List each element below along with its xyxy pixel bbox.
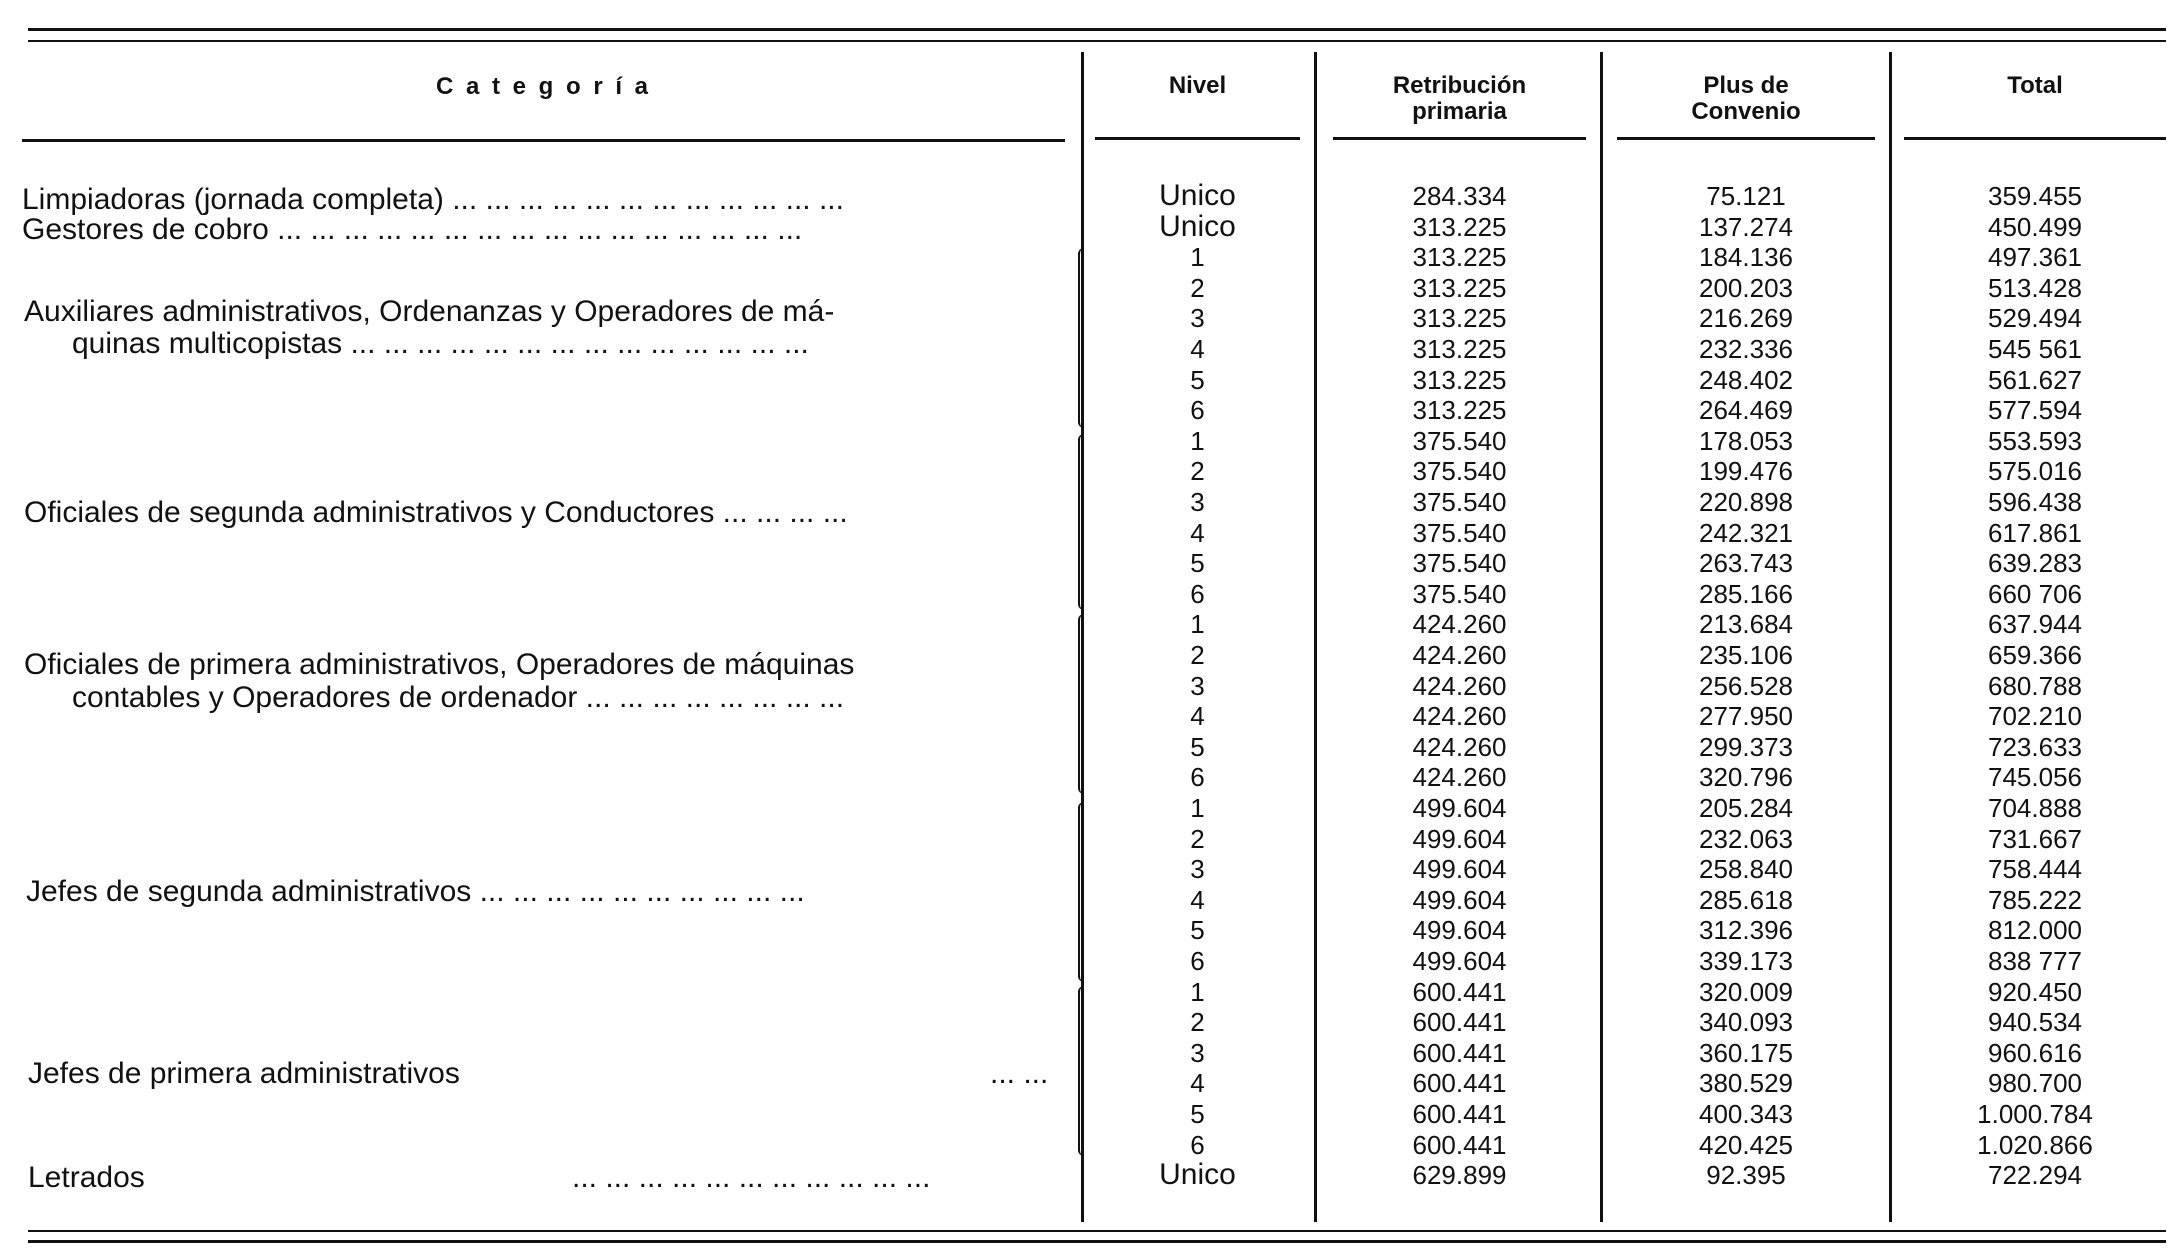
- header-total: Total: [2007, 72, 2063, 99]
- category-gestores: Gestores de cobro ... ... ... ... ... ... ... ... ... ... ... ... ... ... ... ...: [22, 214, 803, 246]
- cell-total: 1.020.866: [1977, 1129, 2093, 1160]
- cell-plus: 277.950: [1699, 701, 1793, 732]
- category-letrados-dots: ... ... ... ... ... ... ... ... ... ... ...: [572, 1162, 931, 1194]
- cell-plus: 400.343: [1699, 1099, 1793, 1129]
- cell-total: 639.283: [1988, 548, 2082, 579]
- cell-retribucion: 424.260: [1412, 762, 1507, 793]
- cell-plus: 213.684: [1699, 609, 1793, 640]
- cell-total: 577.594: [1988, 395, 2082, 426]
- cell-plus: 200.203: [1699, 272, 1793, 303]
- cell-nivel: 3: [1190, 670, 1205, 701]
- cell-nivel: 4: [1190, 701, 1205, 732]
- cell-plus: 285.166: [1699, 578, 1793, 609]
- cell-plus: 360.175: [1699, 1037, 1793, 1068]
- bottom-rule-inner: [28, 1240, 2166, 1243]
- cell-retribucion: 600.441: [1412, 1129, 1507, 1160]
- bottom-rule: [28, 1230, 2166, 1232]
- cell-nivel: 1: [1190, 425, 1205, 456]
- cell-plus: 320.796: [1699, 762, 1793, 793]
- cell-total: 960.616: [1988, 1037, 2082, 1068]
- cell-nivel: 5: [1190, 1099, 1205, 1129]
- cell-total: 450.499: [1988, 211, 2082, 242]
- cell-total: 545 561: [1988, 334, 2082, 364]
- cell-plus: 340.093: [1699, 1007, 1793, 1038]
- top-rule-inner: [28, 40, 2166, 42]
- cell-plus: 199.476: [1699, 456, 1793, 487]
- cell-nivel: 1: [1190, 793, 1205, 823]
- cell-plus: 258.840: [1699, 854, 1793, 885]
- cell-retribucion: 375.540: [1412, 487, 1507, 517]
- category-letrados: Letrados: [28, 1161, 145, 1194]
- cell-plus: 380.529: [1699, 1068, 1793, 1099]
- cell-nivel: 2: [1190, 456, 1205, 487]
- cell-nivel: 5: [1190, 548, 1205, 579]
- cell-retribucion: 499.604: [1412, 884, 1507, 915]
- cell-total: 497.361: [1988, 242, 2082, 273]
- category-jefes-segunda: Jefes de segunda administrativos ... ... ... ... ... ... ... ... ... ...: [26, 876, 805, 908]
- cell-total: 359.455: [1988, 181, 2082, 211]
- cell-total: 940.534: [1988, 1007, 2082, 1038]
- cell-total: 575.016: [1988, 456, 2082, 487]
- cell-plus: 75.121: [1706, 181, 1786, 211]
- cell-total: 920.450: [1988, 976, 2082, 1007]
- cell-plus: 235.106: [1699, 640, 1793, 670]
- cell-nivel: 1: [1190, 976, 1205, 1007]
- cell-total: 660 706: [1988, 578, 2082, 609]
- cell-total: 980.700: [1988, 1068, 2082, 1099]
- category-oficiales-primera-line2: contables y Operadores de ordenador ... ... ... ... ... ... ... ...: [72, 682, 845, 714]
- cell-plus: 242.321: [1699, 517, 1793, 548]
- cell-total: 812.000: [1988, 915, 2082, 946]
- cell-total: 1.000.784: [1977, 1099, 2093, 1129]
- cell-total: 617.861: [1988, 517, 2082, 548]
- cell-total: 637.944: [1988, 609, 2082, 640]
- cell-plus: 263.743: [1699, 548, 1793, 579]
- header-retribucion-line2: primaria: [1412, 98, 1507, 125]
- cell-plus: 312.396: [1699, 915, 1793, 946]
- category-auxiliares-line2: quinas multicopistas ... ... ... ... ... ... ... ... ... ... ... ... ... ...: [72, 328, 809, 360]
- cell-plus: 216.269: [1699, 303, 1793, 334]
- cell-retribucion: 499.604: [1412, 854, 1507, 885]
- cell-retribucion: 499.604: [1412, 823, 1507, 854]
- cell-plus: 232.063: [1699, 823, 1793, 854]
- cell-total: 745.056: [1988, 762, 2082, 793]
- cell-retribucion: 375.540: [1412, 517, 1507, 548]
- cell-plus: 232.336: [1699, 334, 1793, 364]
- cell-retribucion: 424.260: [1412, 640, 1507, 670]
- cell-plus: 220.898: [1699, 487, 1793, 517]
- category-jefes-primera: Jefes de primera administrativos: [28, 1057, 460, 1090]
- cell-nivel: 1: [1190, 609, 1205, 640]
- cell-retribucion: 600.441: [1412, 1099, 1507, 1129]
- cell-total: 659.366: [1988, 640, 2082, 670]
- cell-nivel: 5: [1190, 915, 1205, 946]
- cell-nivel: 2: [1190, 1007, 1205, 1038]
- cell-plus: 184.136: [1699, 242, 1793, 273]
- group-brace: [1078, 802, 1088, 982]
- cell-retribucion: 499.604: [1412, 915, 1507, 946]
- cell-nivel: 6: [1190, 1129, 1205, 1160]
- cell-total: 838 777: [1988, 946, 2082, 976]
- cell-plus: 285.618: [1699, 884, 1793, 915]
- cell-nivel: 4: [1190, 884, 1205, 915]
- cell-retribucion: 424.260: [1412, 670, 1507, 701]
- cell-total: 513.428: [1988, 272, 2082, 303]
- cell-nivel: Unico: [1159, 179, 1236, 212]
- cell-retribucion: 375.540: [1412, 456, 1507, 487]
- cell-plus: 248.402: [1699, 364, 1793, 395]
- cell-nivel: 4: [1190, 334, 1205, 364]
- cell-nivel: 4: [1190, 517, 1205, 548]
- cell-total: 553.593: [1988, 425, 2082, 456]
- cell-nivel: 5: [1190, 731, 1205, 762]
- cell-nivel: 6: [1190, 762, 1205, 793]
- cell-nivel: 3: [1190, 1037, 1205, 1068]
- cell-retribucion: 375.540: [1412, 548, 1507, 579]
- cell-total: 596.438: [1988, 487, 2082, 517]
- cell-nivel: Unico: [1159, 209, 1236, 243]
- cell-plus: 299.373: [1699, 731, 1793, 762]
- cell-retribucion: 424.260: [1412, 609, 1507, 640]
- cell-nivel: 2: [1190, 823, 1205, 854]
- cell-retribucion: 424.260: [1412, 701, 1507, 732]
- cell-nivel: 6: [1190, 946, 1205, 976]
- cell-retribucion: 499.604: [1412, 946, 1507, 976]
- cell-plus: 205.284: [1699, 793, 1793, 823]
- category-auxiliares-line1: Auxiliares administrativos, Ordenanzas y Operadores de má-: [24, 296, 835, 328]
- cell-total: 529.494: [1988, 303, 2082, 334]
- cell-nivel: 3: [1190, 487, 1205, 517]
- group-brace: [1078, 614, 1088, 794]
- cell-total: 785.222: [1988, 884, 2082, 915]
- cell-retribucion: 600.441: [1412, 1068, 1507, 1099]
- header-plus: [1617, 73, 1875, 125]
- category-jefes-primera-dots: ... ...: [990, 1057, 1049, 1090]
- cell-retribucion: 313.225: [1412, 364, 1507, 395]
- cell-retribucion: 313.225: [1412, 272, 1507, 303]
- cell-retribucion: 375.540: [1412, 578, 1507, 609]
- header-underline: [1617, 137, 1875, 140]
- column-divider: [1600, 52, 1603, 1222]
- group-brace: [1078, 434, 1088, 610]
- header-underline: [1333, 137, 1586, 140]
- header-underline: [1095, 137, 1300, 140]
- header-categoria: C a t e g o r í a: [435, 73, 652, 100]
- header-plus-line2: Convenio: [1691, 98, 1801, 125]
- cell-nivel: 2: [1190, 272, 1205, 303]
- header-retribucion: [1333, 73, 1586, 125]
- cell-retribucion: 313.225: [1412, 211, 1507, 242]
- category-oficiales-primera-line1: Oficiales de primera administrativos, Operadores de máquinas: [24, 649, 855, 681]
- top-rule: [28, 28, 2166, 31]
- header-retribucion-line1: Retribución: [1392, 72, 1527, 99]
- cell-plus: 320.009: [1699, 976, 1793, 1007]
- cell-total: 680.788: [1988, 670, 2082, 701]
- cell-plus: 137.274: [1699, 211, 1793, 242]
- cell-retribucion: 375.540: [1412, 425, 1507, 456]
- cell-retribucion: 313.225: [1412, 303, 1507, 334]
- cell-total: 723.633: [1988, 731, 2082, 762]
- group-brace: [1078, 248, 1088, 428]
- cell-nivel: 4: [1190, 1068, 1205, 1099]
- cell-retribucion: 499.604: [1412, 793, 1507, 823]
- category-oficiales-segunda: Oficiales de segunda administrativos y Conductores ... ... ... ...: [24, 497, 848, 529]
- cell-nivel: 6: [1190, 395, 1205, 426]
- cell-retribucion: 313.225: [1412, 395, 1507, 426]
- cell-nivel: 3: [1190, 854, 1205, 885]
- cell-plus: 92.395: [1706, 1160, 1786, 1191]
- cell-total: 561.627: [1988, 364, 2082, 395]
- cell-nivel: 1: [1190, 242, 1205, 273]
- cell-retribucion: 313.225: [1412, 242, 1507, 273]
- cell-plus: 339.173: [1699, 946, 1793, 976]
- cell-total: 722.294: [1988, 1160, 2082, 1191]
- cell-plus: 178.053: [1699, 425, 1793, 456]
- cell-total: 704.888: [1988, 793, 2082, 823]
- cell-retribucion: 600.441: [1412, 1007, 1507, 1038]
- cell-total: 758.444: [1988, 854, 2082, 885]
- column-divider: [1889, 52, 1892, 1222]
- cell-nivel: 6: [1190, 578, 1205, 609]
- cell-retribucion: 629.899: [1412, 1160, 1507, 1191]
- header-underline: [22, 139, 1065, 142]
- cell-retribucion: 284.334: [1412, 181, 1507, 211]
- cell-total: 702.210: [1988, 701, 2082, 732]
- cell-retribucion: 600.441: [1412, 1037, 1507, 1068]
- cell-total: 731.667: [1988, 823, 2082, 854]
- group-brace: [1078, 986, 1088, 1156]
- header-nivel: Nivel: [1168, 72, 1227, 99]
- cell-nivel: 2: [1190, 640, 1205, 670]
- cell-retribucion: 600.441: [1412, 976, 1507, 1007]
- header-plus-line1: Plus de: [1703, 72, 1789, 99]
- cell-retribucion: 313.225: [1412, 334, 1507, 364]
- cell-nivel: 5: [1190, 364, 1205, 395]
- cell-plus: 420.425: [1699, 1129, 1793, 1160]
- cell-plus: 256.528: [1699, 670, 1793, 701]
- column-divider: [1314, 52, 1317, 1222]
- cell-retribucion: 424.260: [1412, 731, 1507, 762]
- header-underline: [1904, 137, 2166, 140]
- cell-nivel: 3: [1190, 303, 1205, 334]
- cell-plus: 264.469: [1699, 395, 1793, 426]
- category-limpiadoras: Limpiadoras (jornada completa) ... ... ... ... ... ... ... ... ... ... ... ...: [22, 184, 844, 216]
- cell-nivel: Unico: [1159, 1158, 1236, 1192]
